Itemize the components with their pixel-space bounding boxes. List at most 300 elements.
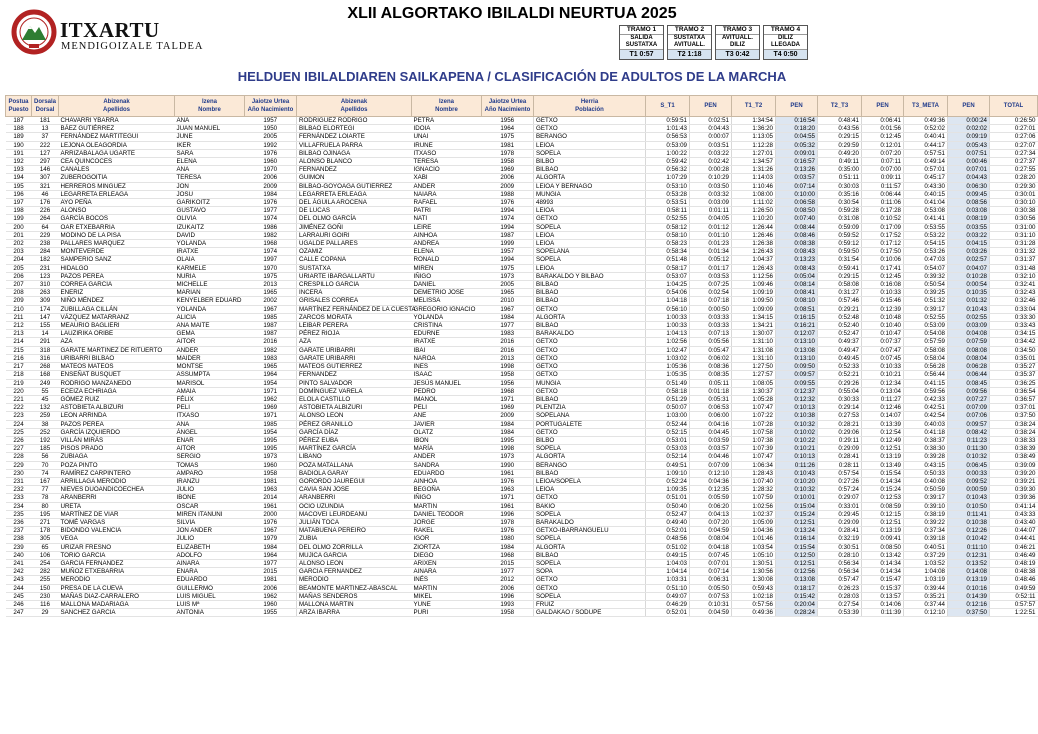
table-row <box>6 486 1038 494</box>
cell-apellidos-2: BILBAO-GOYOAGA GUTIERREZ <box>297 182 412 190</box>
cell-s-t1: 0:50:07 <box>646 404 690 412</box>
cell-pen-1: 0:08:04 <box>690 535 732 543</box>
cell-dorsal: 254 <box>32 559 59 567</box>
cell-pen-1: 0:01:18 <box>690 387 732 395</box>
cell-nombre-2: NAIARA <box>412 190 482 198</box>
cell-puesto: 188 <box>6 125 32 133</box>
cell-dorsal: 230 <box>32 592 59 600</box>
cell-pen-1: 0:01:12 <box>690 223 732 231</box>
cell-ano-2: 1975 <box>482 264 534 272</box>
cell-dorsal: 168 <box>32 371 59 379</box>
cell-pen-3: 0:15:37 <box>862 584 904 592</box>
cell-pen-1: 0:04:36 <box>690 477 732 485</box>
table-row <box>6 313 1038 321</box>
cell-total: 0:39:20 <box>990 469 1038 477</box>
cell-poblacion: GETXO <box>534 363 646 371</box>
table-row <box>6 248 1038 256</box>
cell-pen-2: 0:10:01 <box>776 494 818 502</box>
cell-apellidos-2: PINTO SALVADOR <box>297 379 412 387</box>
cell-total: 0:38:24 <box>990 420 1038 428</box>
cell-dorsal: 271 <box>32 518 59 526</box>
cell-s-t1: 0:51:10 <box>646 584 690 592</box>
cell-ano-1: 1995 <box>245 445 297 453</box>
cell-nombre-1: ALICIA <box>175 313 245 321</box>
cell-pen-3: 0:13:19 <box>862 453 904 461</box>
cell-s-t1: 0:49:51 <box>646 461 690 469</box>
cell-puesto: 219 <box>6 379 32 387</box>
cell-pen-4: 0:07:06 <box>948 412 990 420</box>
cell-t3-meta: 0:41:04 <box>904 199 948 207</box>
cell-t2-t3: 0:52:47 <box>818 330 862 338</box>
cell-ano-2: 1990 <box>482 461 534 469</box>
cell-ano-1: 1950 <box>245 125 297 133</box>
column-header-sublabel: Dorsal <box>35 107 55 113</box>
cell-t3-meta: 0:52:55 <box>904 313 948 321</box>
cell-pen-1: 0:00:50 <box>690 305 732 313</box>
cell-puesto: 189 <box>6 133 32 141</box>
cell-pen-2: 0:07:40 <box>776 215 818 223</box>
cell-poblacion: LEIOA <box>534 486 646 494</box>
cell-puesto: 242 <box>6 568 32 576</box>
cell-apellidos-1: LEGARRETA ERLEAGA <box>59 190 175 198</box>
cell-pen-3: 0:12:51 <box>862 518 904 526</box>
cell-dorsal: 321 <box>32 182 59 190</box>
table-row <box>6 592 1038 600</box>
cell-t1-t2: 1:26:50 <box>732 207 776 215</box>
cell-pen-1: 0:02:54 <box>690 289 732 297</box>
cell-poblacion: LEIOA <box>534 240 646 248</box>
cell-ano-2: 1993 <box>482 600 534 608</box>
cell-puesto: 240 <box>6 551 32 559</box>
cell-pen-4: 0:08:04 <box>948 354 990 362</box>
cell-puesto: 220 <box>6 387 32 395</box>
cell-apellidos-1: GARCIA FERNANDEZ <box>59 559 175 567</box>
cell-total: 0:31:28 <box>990 240 1038 248</box>
cell-total: 0:34:50 <box>990 346 1038 354</box>
cell-s-t1: 0:49:15 <box>646 551 690 559</box>
cell-ano-2: 1999 <box>482 240 534 248</box>
cell-dorsal: 167 <box>32 477 59 485</box>
cell-s-t1: 1:09:35 <box>646 486 690 494</box>
cell-pen-4: 0:03:09 <box>948 322 990 330</box>
cell-pen-3: 0:13:57 <box>862 592 904 600</box>
cell-puesto: 212 <box>6 322 32 330</box>
cell-apellidos-1: TOMÉ VARGAS <box>59 518 175 526</box>
cell-s-t1: 1:05:36 <box>646 363 690 371</box>
cell-pen-2: 0:16:21 <box>776 322 818 330</box>
cell-pen-1: 0:03:09 <box>690 199 732 207</box>
column-header <box>245 96 297 117</box>
cell-s-t1: 0:58:12 <box>646 223 690 231</box>
column-header-sublabel: Nombre <box>435 107 458 113</box>
cell-pen-3: 0:10:52 <box>862 215 904 223</box>
cell-pen-3: 0:12:39 <box>862 305 904 313</box>
cell-t2-t3: 0:30:51 <box>818 543 862 551</box>
cell-dorsal: 309 <box>32 297 59 305</box>
cell-apellidos-2: JIMÉNEZ GOÑI <box>297 223 412 231</box>
cell-pen-4: 0:37:50 <box>948 609 990 617</box>
column-header-label: PEN <box>962 103 975 109</box>
cell-pen-2: 0:18:20 <box>776 125 818 133</box>
cell-dorsal: 181 <box>32 117 59 125</box>
cell-poblacion: 48993 <box>534 199 646 207</box>
cell-dorsal: 284 <box>32 248 59 256</box>
cell-ano-2: 1976 <box>482 199 534 207</box>
cell-nombre-2: NAROA <box>412 354 482 362</box>
cell-total: 0:32:41 <box>990 281 1038 289</box>
cell-nombre-1: IZUKAITZ <box>175 223 245 231</box>
cell-t1-t2: 1:02:18 <box>732 592 776 600</box>
cell-pen-4: 0:00:54 <box>948 281 990 289</box>
cell-apellidos-1: PAZOS PEREA <box>59 272 175 280</box>
cell-apellidos-1: ZUBIAGA <box>59 453 175 461</box>
cell-nombre-1: PELI <box>175 404 245 412</box>
cell-nombre-2: JORGE <box>412 518 482 526</box>
cell-pen-3: 0:07:20 <box>862 149 904 157</box>
cell-apellidos-1: PAZOS PEREA <box>59 420 175 428</box>
tramo-summary <box>619 25 808 60</box>
cell-nombre-2: JAVIER <box>412 420 482 428</box>
cell-total: 0:33:30 <box>990 313 1038 321</box>
cell-poblacion: SOPA <box>534 568 646 576</box>
cell-pen-2: 0:12:37 <box>776 387 818 395</box>
cell-pen-4: 0:04:08 <box>948 330 990 338</box>
cell-poblacion: BILBAO <box>534 289 646 297</box>
cell-t3-meta: 0:53:09 <box>904 322 948 330</box>
cell-s-t1: 0:51:01 <box>646 494 690 502</box>
cell-apellidos-2: GARATE URIBARRI <box>297 346 412 354</box>
cell-t3-meta: 0:39:17 <box>904 494 948 502</box>
cell-pen-1: 0:06:31 <box>690 576 732 584</box>
cell-pen-4: 0:10:35 <box>948 289 990 297</box>
cell-t2-t3: 0:28:03 <box>818 592 862 600</box>
cell-pen-4: 0:13:52 <box>948 559 990 567</box>
cell-poblacion: SOPELA <box>534 510 646 518</box>
table-row <box>6 166 1038 174</box>
cell-total: 0:27:34 <box>990 149 1038 157</box>
cell-t2-t3: 0:35:16 <box>818 190 862 198</box>
cell-puesto: 233 <box>6 494 32 502</box>
cell-t1-t2: 1:27:01 <box>732 149 776 157</box>
cell-ano-2: 1994 <box>482 256 534 264</box>
cell-t3-meta: 0:42:33 <box>904 395 948 403</box>
cell-dorsal: 150 <box>32 584 59 592</box>
table-row <box>6 518 1038 526</box>
cell-pen-2: 0:12:32 <box>776 395 818 403</box>
cell-ano-1: 1954 <box>245 428 297 436</box>
cell-total: 0:29:30 <box>990 182 1038 190</box>
cell-nombre-2: GREGORIO IGNACIO <box>412 305 482 313</box>
cell-pen-2: 0:13:26 <box>776 166 818 174</box>
cell-pen-4: 0:07:51 <box>948 149 990 157</box>
cell-nombre-2: EDURNE <box>412 330 482 338</box>
cell-poblacion: LEIOA Y BERNAGO <box>534 182 646 190</box>
cell-nombre-2: PATRI <box>412 207 482 215</box>
cell-pen-2: 0:28:24 <box>776 609 818 617</box>
cell-pen-3: 0:09:11 <box>862 174 904 182</box>
cell-apellidos-2: MATABUENA PEREIRO <box>297 527 412 535</box>
cell-pen-1: 0:06:53 <box>690 404 732 412</box>
cell-ano-2: 1956 <box>482 117 534 125</box>
cell-poblacion: GETXO <box>534 305 646 313</box>
cell-t3-meta: 0:37:29 <box>904 551 948 559</box>
cell-apellidos-2: LARRAURI GOIRI <box>297 231 412 239</box>
cell-nombre-1: JON <box>175 182 245 190</box>
cell-t2-t3: 0:26:23 <box>818 584 862 592</box>
cell-t3-meta: 0:54:08 <box>904 330 948 338</box>
cell-t1-t2: 1:07:47 <box>732 453 776 461</box>
cell-apellidos-2: OCIO UZUNDIA <box>297 502 412 510</box>
cell-apellidos-2: ALONSO LEON <box>297 559 412 567</box>
cell-poblacion: SOPELANA <box>534 248 646 256</box>
cell-pen-3: 0:07:11 <box>862 158 904 166</box>
cell-s-t1: 0:53:01 <box>646 436 690 444</box>
cell-pen-1: 0:00:07 <box>690 133 732 141</box>
cell-poblacion: GETXO <box>534 371 646 379</box>
cell-t2-t3: 0:52:48 <box>818 313 862 321</box>
cell-pen-2: 0:08:43 <box>776 248 818 256</box>
cell-ano-1: 1981 <box>245 576 297 584</box>
cell-dorsal: 307 <box>32 174 59 182</box>
cell-poblacion: GETXO <box>534 387 646 395</box>
cell-apellidos-2: PÉREZ RIOJA <box>297 330 412 338</box>
cell-total: 0:31:00 <box>990 223 1038 231</box>
table-row <box>6 223 1038 231</box>
cell-t3-meta: 0:49:36 <box>904 117 948 125</box>
cell-nombre-2: AINHOA <box>412 231 482 239</box>
cell-poblacion: LEIOA <box>534 141 646 149</box>
cell-t2-t3: 0:52:33 <box>818 363 862 371</box>
cell-t1-t2: 1:08:00 <box>732 190 776 198</box>
column-header <box>818 96 862 117</box>
cell-t3-meta: 0:43:30 <box>904 182 948 190</box>
cell-t1-t2: 1:07:59 <box>732 494 776 502</box>
cell-total: 0:31:32 <box>990 248 1038 256</box>
cell-s-t1: 0:52:24 <box>646 477 690 485</box>
cell-t2-t3: 0:49:47 <box>818 346 862 354</box>
cell-t1-t2: 1:05:28 <box>732 395 776 403</box>
cell-pen-4: 0:02:02 <box>948 125 990 133</box>
cell-t2-t3: 0:43:56 <box>818 125 862 133</box>
cell-pen-3: 0:07:47 <box>862 346 904 354</box>
cell-apellidos-2: DOMÍNGUEZ VARELA <box>297 387 412 395</box>
cell-pen-1: 0:04:46 <box>690 453 732 461</box>
cell-total: 0:46:21 <box>990 543 1038 551</box>
cell-apellidos-2: POZA MATALLANA <box>297 461 412 469</box>
cell-total: 0:28:20 <box>990 174 1038 182</box>
cell-ano-1: 1964 <box>245 551 297 559</box>
cell-puesto: 216 <box>6 354 32 362</box>
cell-nombre-1: JULIO <box>175 535 245 543</box>
cell-s-t1: 1:04:03 <box>646 559 690 567</box>
cell-pen-2: 0:15:04 <box>776 502 818 510</box>
cell-t1-t2: 1:07:28 <box>732 420 776 428</box>
cell-ano-2: 1968 <box>482 387 534 395</box>
table-row <box>6 568 1038 576</box>
cell-ano-1: 1967 <box>245 527 297 535</box>
cell-apellidos-1: NIÑO MÉNDEZ <box>59 297 175 305</box>
cell-poblacion: SOPELA <box>534 445 646 453</box>
cell-poblacion: GETXO <box>534 428 646 436</box>
cell-apellidos-2: BEAMONTE MARTINEZ-ABASCAL <box>297 584 412 592</box>
cell-pen-2: 0:08:44 <box>776 223 818 231</box>
cell-nombre-1: MARIAN <box>175 289 245 297</box>
cell-t3-meta: 0:47:03 <box>904 256 948 264</box>
column-header-sublabel: Año Nacimiento <box>484 107 531 113</box>
cell-pen-2: 0:08:10 <box>776 297 818 305</box>
cell-dorsal: 318 <box>32 346 59 354</box>
cell-ano-1: 1986 <box>245 223 297 231</box>
cell-apellidos-2: MACOVEI LEURDEANU <box>297 510 412 518</box>
tramo-name: TRAMO 3 <box>716 26 759 35</box>
cell-ano-2: 2009 <box>482 182 534 190</box>
cell-total: 0:32:10 <box>990 272 1038 280</box>
cell-apellidos-2: LEIBAR PERERA <box>297 322 412 330</box>
cell-pen-1: 0:06:02 <box>690 354 732 362</box>
cell-total: 0:31:37 <box>990 256 1038 264</box>
cell-dorsal: 238 <box>32 240 59 248</box>
cell-puesto: 227 <box>6 445 32 453</box>
cell-puesto: 246 <box>6 600 32 608</box>
cell-pen-1: 0:05:47 <box>690 346 732 354</box>
cell-nombre-1: NURIA <box>175 272 245 280</box>
cell-pen-2: 0:10:13 <box>776 453 818 461</box>
cell-ano-1: 1976 <box>245 518 297 526</box>
cell-pen-1: 0:03:53 <box>690 272 732 280</box>
cell-t2-t3: 0:30:33 <box>818 395 862 403</box>
cell-t1-t2: 1:07:40 <box>732 477 776 485</box>
cell-pen-3: 0:07:45 <box>862 354 904 362</box>
cell-dorsal: 65 <box>32 543 59 551</box>
cell-pen-4: 0:08:19 <box>948 215 990 223</box>
cell-nombre-2: IBON <box>412 436 482 444</box>
cell-apellidos-2: CALLE COPANA <box>297 256 412 264</box>
cell-nombre-1: MARISOL <box>175 379 245 387</box>
cell-ano-1: 2006 <box>245 174 297 182</box>
cell-nombre-1: ANTONIA <box>175 609 245 617</box>
cell-dorsal: 56 <box>32 453 59 461</box>
cell-t1-t2: 1:09:50 <box>732 297 776 305</box>
cell-pen-2: 0:08:43 <box>776 264 818 272</box>
cell-nombre-1: JON ANDER <box>175 527 245 535</box>
cell-puesto: 221 <box>6 395 32 403</box>
cell-pen-2: 0:12:51 <box>776 559 818 567</box>
cell-t3-meta: 0:43:15 <box>904 461 948 469</box>
cell-s-t1: 1:00:22 <box>646 149 690 157</box>
cell-total: 0:48:19 <box>990 559 1038 567</box>
cell-s-t1: 0:53:28 <box>646 190 690 198</box>
cell-total: 0:27:01 <box>990 125 1038 133</box>
cell-nombre-1: TERESA <box>175 174 245 182</box>
cell-pen-2: 0:16:57 <box>776 158 818 166</box>
cell-t2-t3: 0:52:40 <box>818 322 862 330</box>
cell-poblacion: ALGORTA <box>534 174 646 182</box>
cell-t1-t2: 1:07:47 <box>732 404 776 412</box>
cell-pen-2: 0:16:14 <box>776 535 818 543</box>
cell-pen-1: 0:01:11 <box>690 207 732 215</box>
cell-total: 0:30:56 <box>990 215 1038 223</box>
cell-poblacion: ALGORTA <box>534 543 646 551</box>
cell-puesto: 207 <box>6 281 32 289</box>
cell-pen-4: 0:00:59 <box>948 486 990 494</box>
cell-pen-2: 0:13:10 <box>776 354 818 362</box>
cell-ano-1: 1962 <box>245 395 297 403</box>
cell-apellidos-2: ZUBIA <box>297 535 412 543</box>
cell-t2-t3: 0:59:50 <box>818 248 862 256</box>
cell-pen-3: 0:06:41 <box>862 117 904 125</box>
cell-t1-t2: 1:06:34 <box>732 461 776 469</box>
cell-t3-meta: 0:57:51 <box>904 149 948 157</box>
cell-apellidos-1: ZUBILLAGA CILLÁN <box>59 305 175 313</box>
cell-ano-1: 2013 <box>245 281 297 289</box>
cell-apellidos-1: URIZAR FRESNO <box>59 543 175 551</box>
cell-pen-1: 0:02:42 <box>690 158 732 166</box>
column-header <box>59 96 175 117</box>
table-row <box>6 551 1038 559</box>
cell-nombre-1: ENAR <box>175 436 245 444</box>
cell-pen-1: 0:05:50 <box>690 584 732 592</box>
cell-dorsal: 132 <box>32 404 59 412</box>
cell-ano-1: 1960 <box>245 600 297 608</box>
cell-pen-4: 0:14:39 <box>948 592 990 600</box>
cell-apellidos-2: ALONSO LEON <box>297 412 412 420</box>
column-header-sublabel: Apellidos <box>340 107 368 113</box>
cell-ano-1: 1983 <box>245 354 297 362</box>
cell-pen-4: 0:05:43 <box>948 141 990 149</box>
cell-pen-3: 0:12:34 <box>862 379 904 387</box>
cell-total: 0:44:41 <box>990 535 1038 543</box>
cell-ano-2: 1987 <box>482 231 534 239</box>
cell-poblacion: BILBAO <box>534 395 646 403</box>
cell-pen-1: 0:07:25 <box>690 281 732 289</box>
cell-nombre-2: ISAAC <box>412 371 482 379</box>
tramo-time: T1 0:57 <box>620 49 663 59</box>
cell-apellidos-2: GARATE URIBARRI <box>297 354 412 362</box>
cell-s-t1: 0:58:23 <box>646 240 690 248</box>
cell-nombre-2: IGNACIO <box>412 166 482 174</box>
cell-apellidos-1: AZA <box>59 338 175 346</box>
tramo-from: DILIZ <box>778 35 793 41</box>
cell-pen-2: 0:13:10 <box>776 338 818 346</box>
cell-ano-1: 1965 <box>245 289 297 297</box>
cell-apellidos-2: MAÑAS SENDEROS <box>297 592 412 600</box>
table-row <box>6 281 1038 289</box>
cell-apellidos-2: ARANBERRI <box>297 494 412 502</box>
cell-apellidos-1: FERNÁNDEZ MARTITEGUI <box>59 133 175 141</box>
cell-apellidos-1: PRESA DE LA CUEVA <box>59 584 175 592</box>
cell-puesto: 214 <box>6 338 32 346</box>
cell-pen-1: 0:08:36 <box>690 363 732 371</box>
cell-nombre-1: IBONE <box>175 494 245 502</box>
cell-pen-3: 0:13:42 <box>862 551 904 559</box>
cell-t3-meta: 0:39:28 <box>904 453 948 461</box>
cell-pen-2: 0:08:46 <box>776 231 818 239</box>
cell-pen-4: 0:10:50 <box>948 502 990 510</box>
table-header-row <box>6 96 1038 117</box>
cell-nombre-1: KARMELE <box>175 264 245 272</box>
cell-nombre-2: IÑIGO <box>412 494 482 502</box>
cell-t2-t3: 0:57:47 <box>818 576 862 584</box>
cell-puesto: 215 <box>6 346 32 354</box>
cell-ano-2: 2015 <box>482 559 534 567</box>
cell-pen-2: 0:15:24 <box>776 510 818 518</box>
cell-poblacion: PORTUGALETE <box>534 420 646 428</box>
cell-t1-t2: 1:26:44 <box>732 223 776 231</box>
cell-pen-4: 0:08:45 <box>948 379 990 387</box>
cell-apellidos-2: MUJICA GARCIA <box>297 551 412 559</box>
cell-nombre-2: PEDRO <box>412 387 482 395</box>
cell-t2-t3: 0:56:34 <box>818 559 862 567</box>
